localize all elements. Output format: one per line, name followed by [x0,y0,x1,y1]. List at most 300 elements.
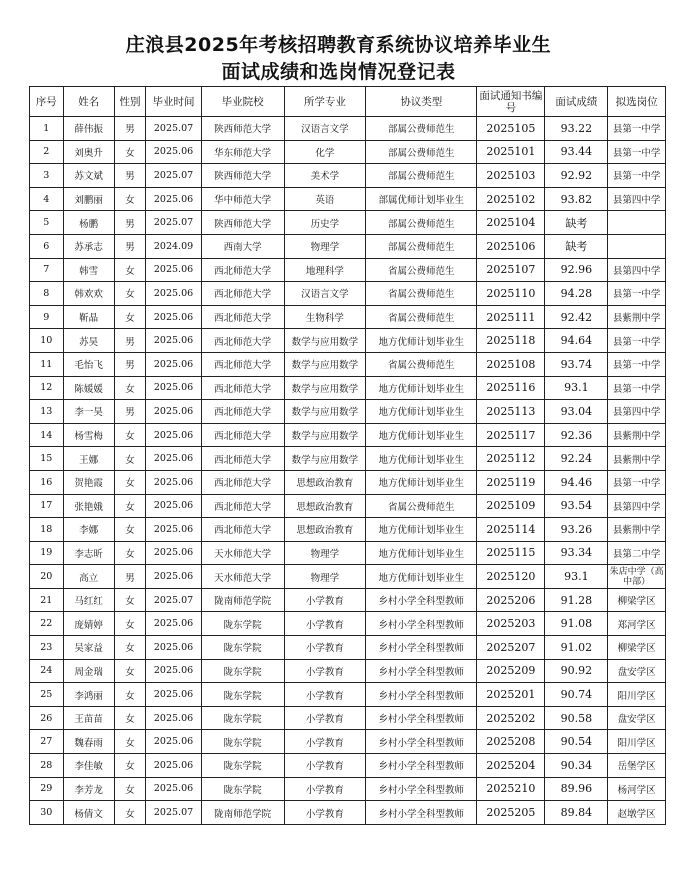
graduation-date-cell: 2025.06 [146,730,202,754]
gender-cell: 女 [114,541,145,565]
notice-number-cell: 2025203 [477,612,545,636]
graduation-date-cell: 2025.06 [146,376,202,400]
name-cell: 马红红 [63,588,114,612]
university-cell: 西北师范大学 [201,376,284,400]
major-cell: 数学与应用数学 [284,352,366,376]
notice-number-cell: 2025108 [477,352,545,376]
notice-number-cell: 2025119 [477,470,545,494]
notice-number-cell: 2025120 [477,565,545,589]
score-cell: 93.04 [545,400,608,424]
score-cell: 92.24 [545,447,608,471]
notice-number-cell: 2025110 [477,282,545,306]
gender-cell: 男 [114,234,145,258]
name-cell: 杨倩文 [63,801,114,825]
major-cell: 小学教育 [284,612,366,636]
gender-cell: 男 [114,352,145,376]
name-cell: 高立 [63,565,114,589]
selected-post-cell: 柳梁学区 [608,588,666,612]
major-cell: 思想政治教育 [284,518,366,542]
selected-post-cell: 县第四中学 [608,400,666,424]
gender-cell: 女 [114,305,145,329]
selected-post-cell: 岳堡学区 [608,754,666,778]
name-cell: 李芳龙 [63,777,114,801]
selected-post-cell: 阳川学区 [608,730,666,754]
row-number-cell: 25 [30,683,64,707]
selected-post-cell: 县第一中学 [608,470,666,494]
notice-number-cell: 2025210 [477,777,545,801]
row-number-cell: 21 [30,588,64,612]
gender-cell: 女 [114,659,145,683]
notice-number-cell: 2025105 [477,117,545,141]
major-cell: 地理科学 [284,258,366,282]
selected-post-cell: 县第四中学 [608,187,666,211]
name-cell: 周金瑞 [63,659,114,683]
agreement-type-cell: 乡村小学全科型教师 [366,801,477,825]
selected-post-cell [608,234,666,258]
agreement-type-cell: 部属公费师范生 [366,211,477,235]
header-cell: 序号 [30,87,64,117]
table-row [30,706,666,730]
score-cell: 93.22 [545,117,608,141]
score-cell: 93.54 [545,494,608,518]
agreement-type-cell: 地方优师计划毕业生 [366,376,477,400]
notice-number-cell: 2025106 [477,234,545,258]
score-cell: 91.02 [545,636,608,660]
graduation-date-cell: 2025.07 [146,164,202,188]
selected-post-cell: 盘安学区 [608,706,666,730]
major-cell: 小学教育 [284,754,366,778]
name-cell: 薛伟振 [63,117,114,141]
graduation-date-cell: 2025.06 [146,754,202,778]
graduation-date-cell: 2025.06 [146,777,202,801]
gender-cell: 女 [114,777,145,801]
table-row [30,400,666,424]
score-cell: 90.92 [545,659,608,683]
gender-cell: 男 [114,164,145,188]
name-cell: 靳晶 [63,305,114,329]
score-cell: 89.84 [545,801,608,825]
score-cell: 93.44 [545,140,608,164]
university-cell: 西北师范大学 [201,518,284,542]
gender-cell: 女 [114,258,145,282]
document-title-line2: 面试成绩和选岗情况登记表 [221,61,456,83]
name-cell: 吴家益 [63,636,114,660]
notice-number-cell: 2025107 [477,258,545,282]
selected-post-cell: 县第二中学 [608,541,666,565]
university-cell: 西北师范大学 [201,352,284,376]
name-cell: 李志昕 [63,541,114,565]
agreement-type-cell: 地方优师计划毕业生 [366,541,477,565]
gender-cell: 女 [114,140,145,164]
table-row [30,140,666,164]
score-cell: 94.46 [545,470,608,494]
name-cell: 李鸿丽 [63,683,114,707]
name-cell: 韩欢欢 [63,282,114,306]
row-number-cell: 7 [30,258,64,282]
agreement-type-cell: 地方优师计划毕业生 [366,400,477,424]
university-cell: 陇东学院 [201,754,284,778]
header-cell: 拟选岗位 [608,87,666,117]
notice-number-cell: 2025201 [477,683,545,707]
major-cell: 小学教育 [284,683,366,707]
gender-cell: 男 [114,211,145,235]
header-cell: 毕业时间 [146,87,202,117]
table-row [30,234,666,258]
selected-post-cell: 朱店中学（高中部） [609,566,664,587]
table-row [30,470,666,494]
row-number-cell: 15 [30,447,64,471]
table-row [30,659,666,683]
row-number-cell: 5 [30,211,64,235]
major-cell: 数学与应用数学 [284,376,366,400]
agreement-type-cell: 地方优师计划毕业生 [366,565,477,589]
row-number-cell: 18 [30,518,64,542]
university-cell: 西北师范大学 [201,447,284,471]
selected-post-cell: 县第一中学 [608,164,666,188]
major-cell: 思想政治教育 [284,470,366,494]
name-cell: 韩雪 [63,258,114,282]
name-cell: 刘鹏丽 [63,187,114,211]
name-cell: 贺艳霞 [63,470,114,494]
row-number-cell: 11 [30,352,64,376]
gender-cell: 女 [114,282,145,306]
university-cell: 陇东学院 [201,636,284,660]
header-cell: 协议类型 [366,87,477,117]
graduation-date-cell: 2024.09 [146,234,202,258]
university-cell: 华东师范大学 [201,140,284,164]
major-cell: 数学与应用数学 [284,423,366,447]
university-cell: 陇南师范学院 [201,801,284,825]
score-cell: 92.92 [545,164,608,188]
score-cell: 缺考 [545,234,608,258]
gender-cell: 女 [114,187,145,211]
university-cell: 陕西师范大学 [201,117,284,141]
notice-number-cell: 2025118 [477,329,545,353]
major-cell: 数学与应用数学 [284,329,366,353]
graduation-date-cell: 2025.06 [146,518,202,542]
major-cell: 数学与应用数学 [284,447,366,471]
university-cell: 天水师范大学 [201,565,284,589]
major-cell: 小学教育 [284,659,366,683]
agreement-type-cell: 地方优师计划毕业生 [366,423,477,447]
university-cell: 西南大学 [201,234,284,258]
gender-cell: 女 [114,636,145,660]
major-cell: 汉语言文学 [284,117,366,141]
table-row [30,329,666,353]
graduation-date-cell: 2025.06 [146,706,202,730]
row-number-cell: 3 [30,164,64,188]
major-cell: 小学教育 [284,777,366,801]
graduation-date-cell: 2025.06 [146,400,202,424]
row-number-cell: 10 [30,329,64,353]
selected-post-cell: 县第四中学 [608,494,666,518]
row-number-cell: 26 [30,706,64,730]
graduation-date-cell: 2025.06 [146,140,202,164]
score-cell: 90.34 [545,754,608,778]
graduation-date-cell: 2025.07 [146,117,202,141]
score-cell: 90.74 [545,683,608,707]
score-cell: 93.1 [545,565,608,589]
row-number-cell: 28 [30,754,64,778]
university-cell: 陇东学院 [201,730,284,754]
major-cell: 小学教育 [284,730,366,754]
notice-number-cell: 2025109 [477,494,545,518]
major-cell: 数学与应用数学 [284,400,366,424]
graduation-date-cell: 2025.06 [146,612,202,636]
agreement-type-cell: 省属公费师范生 [366,305,477,329]
selected-post-cell: 县紫荆中学 [608,447,666,471]
gender-cell: 女 [114,801,145,825]
selected-post-cell: 县紫荆中学 [608,423,666,447]
university-cell: 华中师范大学 [201,187,284,211]
university-cell: 陇东学院 [201,659,284,683]
agreement-type-cell: 部属公费师范生 [366,140,477,164]
selected-post-cell: 杨河学区 [608,777,666,801]
graduation-date-cell: 2025.07 [146,588,202,612]
table-row [30,447,666,471]
university-cell: 西北师范大学 [201,494,284,518]
table-body [30,117,666,825]
university-cell: 陇东学院 [201,612,284,636]
row-number-cell: 30 [30,801,64,825]
graduation-date-cell: 2025.06 [146,683,202,707]
notice-number-cell: 2025116 [477,376,545,400]
selected-post-cell: 柳梁学区 [608,636,666,660]
university-cell: 陇南师范学院 [201,588,284,612]
agreement-type-cell: 省属公费师范生 [366,352,477,376]
agreement-type-cell: 地方优师计划毕业生 [366,329,477,353]
row-number-cell: 19 [30,541,64,565]
selected-post-cell [608,211,666,235]
university-cell: 西北师范大学 [201,282,284,306]
major-cell: 小学教育 [284,801,366,825]
gender-cell: 女 [114,706,145,730]
selected-post-cell: 阳川学区 [608,683,666,707]
score-cell: 92.36 [545,423,608,447]
agreement-type-cell: 乡村小学全科型教师 [366,730,477,754]
header-cell: 面试成绩 [545,87,608,117]
major-cell: 生物科学 [284,305,366,329]
name-cell: 王娜 [63,447,114,471]
table-row [30,612,666,636]
university-cell: 陇东学院 [201,777,284,801]
notice-number-cell: 2025204 [477,754,545,778]
selected-post-cell: 县第一中学 [608,376,666,400]
table-row [30,117,666,141]
score-cell: 91.08 [545,612,608,636]
notice-number-cell: 2025104 [477,211,545,235]
notice-number-cell: 2025102 [477,187,545,211]
selected-post-cell: 县第一中学 [608,282,666,306]
agreement-type-cell: 乡村小学全科型教师 [366,588,477,612]
agreement-type-cell: 部属优师计划毕业生 [366,187,477,211]
graduation-date-cell: 2025.06 [146,565,202,589]
row-number-cell: 2 [30,140,64,164]
row-number-cell: 23 [30,636,64,660]
gender-cell: 男 [114,117,145,141]
name-cell: 李佳敏 [63,754,114,778]
agreement-type-cell: 乡村小学全科型教师 [366,683,477,707]
table-row [30,801,666,825]
header-cell: 面试通知书编号 [477,87,545,117]
name-cell: 杨鹏 [63,211,114,235]
agreement-type-cell: 省属公费师范生 [366,494,477,518]
agreement-type-cell: 乡村小学全科型教师 [366,777,477,801]
agreement-type-cell: 乡村小学全科型教师 [366,636,477,660]
gender-cell: 女 [114,494,145,518]
row-number-cell: 6 [30,234,64,258]
university-cell: 西北师范大学 [201,423,284,447]
graduation-date-cell: 2025.06 [146,470,202,494]
university-cell: 天水师范大学 [201,541,284,565]
major-cell: 化学 [284,140,366,164]
row-number-cell: 16 [30,470,64,494]
major-cell: 历史学 [284,211,366,235]
score-cell: 90.58 [545,706,608,730]
agreement-type-cell: 地方优师计划毕业生 [366,518,477,542]
notice-number-cell: 2025117 [477,423,545,447]
major-cell: 思想政治教育 [284,494,366,518]
table-row [30,636,666,660]
notice-number-cell: 2025103 [477,164,545,188]
table-row [30,352,666,376]
name-cell: 陈媛媛 [63,376,114,400]
table-row [30,376,666,400]
gender-cell: 女 [114,376,145,400]
graduation-date-cell: 2025.06 [146,352,202,376]
table-row [30,754,666,778]
score-cell: 93.34 [545,541,608,565]
row-number-cell: 22 [30,612,64,636]
graduation-date-cell: 2025.06 [146,258,202,282]
gender-cell: 女 [114,754,145,778]
table-row [30,541,666,565]
row-number-cell: 12 [30,376,64,400]
name-cell: 李娜 [63,518,114,542]
university-cell: 西北师范大学 [201,305,284,329]
university-cell: 陇东学院 [201,683,284,707]
notice-number-cell: 2025113 [477,400,545,424]
registration-table [29,86,666,825]
notice-number-cell: 2025208 [477,730,545,754]
header-cell: 性别 [114,87,145,117]
table-row [30,494,666,518]
graduation-date-cell: 2025.06 [146,305,202,329]
graduation-date-cell: 2025.06 [146,541,202,565]
notice-number-cell: 2025112 [477,447,545,471]
gender-cell: 男 [114,329,145,353]
university-cell: 陇东学院 [201,706,284,730]
table-header-row [30,87,666,117]
gender-cell: 女 [114,447,145,471]
major-cell: 物理学 [284,234,366,258]
major-cell: 物理学 [284,565,366,589]
major-cell: 英语 [284,187,366,211]
document-title-line1: 庄浪县2025年考核招聘教育系统协议培养毕业生 [125,34,552,56]
selected-post-cell: 赵墩学区 [608,801,666,825]
name-cell: 苏昊 [63,329,114,353]
selected-post-cell: 县第一中学 [608,117,666,141]
header-cell: 姓名 [63,87,114,117]
gender-cell: 男 [114,565,145,589]
notice-number-cell: 2025101 [477,140,545,164]
score-cell: 94.28 [545,282,608,306]
selected-post-cell: 县第一中学 [608,352,666,376]
university-cell: 西北师范大学 [201,329,284,353]
score-cell: 90.54 [545,730,608,754]
table-row [30,164,666,188]
agreement-type-cell: 部属公费师范生 [366,117,477,141]
row-number-cell: 24 [30,659,64,683]
name-cell: 张艳娥 [63,494,114,518]
selected-post-cell: 郑河学区 [608,612,666,636]
gender-cell: 女 [114,730,145,754]
graduation-date-cell: 2025.06 [146,423,202,447]
graduation-date-cell: 2025.07 [146,211,202,235]
score-cell: 93.26 [545,518,608,542]
row-number-cell: 1 [30,117,64,141]
table-row [30,588,666,612]
row-number-cell: 14 [30,423,64,447]
table-row [30,730,666,754]
table-row [30,777,666,801]
notice-number-cell: 2025206 [477,588,545,612]
selected-post-cell: 盘安学区 [608,659,666,683]
agreement-type-cell: 乡村小学全科型教师 [366,754,477,778]
row-number-cell: 17 [30,494,64,518]
graduation-date-cell: 2025.06 [146,659,202,683]
agreement-type-cell: 部属公费师范生 [366,164,477,188]
score-cell: 缺考 [545,211,608,235]
university-cell: 西北师范大学 [201,470,284,494]
row-number-cell: 4 [30,187,64,211]
graduation-date-cell: 2025.06 [146,447,202,471]
name-cell: 苏承志 [63,234,114,258]
selected-post-cell: 县紫荆中学 [608,305,666,329]
notice-number-cell: 2025207 [477,636,545,660]
graduation-date-cell: 2025.06 [146,282,202,306]
major-cell: 物理学 [284,541,366,565]
notice-number-cell: 2025202 [477,706,545,730]
score-cell: 93.1 [545,376,608,400]
name-cell: 苏文斌 [63,164,114,188]
row-number-cell: 29 [30,777,64,801]
agreement-type-cell: 地方优师计划毕业生 [366,470,477,494]
notice-number-cell: 2025111 [477,305,545,329]
notice-number-cell: 2025205 [477,801,545,825]
agreement-type-cell: 省属公费师范生 [366,258,477,282]
graduation-date-cell: 2025.06 [146,636,202,660]
gender-cell: 女 [114,470,145,494]
major-cell: 小学教育 [284,706,366,730]
university-cell: 陕西师范大学 [201,164,284,188]
agreement-type-cell: 地方优师计划毕业生 [366,447,477,471]
agreement-type-cell: 乡村小学全科型教师 [366,612,477,636]
header-cell: 所学专业 [284,87,366,117]
graduation-date-cell: 2025.06 [146,187,202,211]
header-cell: 毕业院校 [201,87,284,117]
university-cell: 陕西师范大学 [201,211,284,235]
major-cell: 小学教育 [284,588,366,612]
score-cell: 92.96 [545,258,608,282]
score-cell: 94.64 [545,329,608,353]
university-cell: 西北师范大学 [201,400,284,424]
name-cell: 李一昊 [63,400,114,424]
notice-number-cell: 2025115 [477,541,545,565]
table-row [30,211,666,235]
selected-post-cell: 县第一中学 [608,140,666,164]
name-cell: 刘奥升 [63,140,114,164]
